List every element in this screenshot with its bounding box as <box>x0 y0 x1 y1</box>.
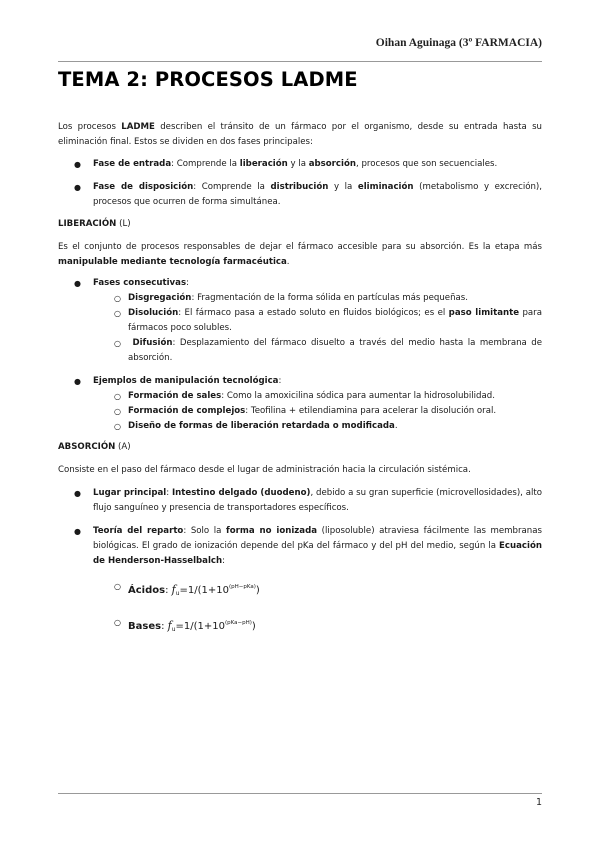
sub-list-item: ○ Formación de complejos: Teofilina + etilendiamina para acelerar la disolución oral. <box>114 406 497 416</box>
formula-acidos: ○ Ácidos: $f_u=1/(1+10^{(pH-pKa)})$ <box>114 582 260 597</box>
sub-list-item: ○ Disolución: El fármaco pasa a estado soluto en fluidos biológicos; es el paso limitante para fármacos poco solubles. <box>114 308 542 333</box>
page-title: TEMA 2: PROCESOS LADME <box>58 68 358 91</box>
list-item: ● Ejemplos de manipulación tecnológica: ○ Formación de sales: Como la amoxicilina sódica para aumentar la hidrosolubilidad. ○ Formación de complejos: Teofilina + etilendiamina para acelerar la disolución oral. ○ Diseño de formas de liberación retardada o modificada. <box>58 374 542 434</box>
list-item: ● Fase de disposición: Comprende la distribución y la eliminación (metabolismo y excreción), procesos que ocurren de forma simultánea. <box>74 182 542 207</box>
sub-list-item: ○ Disgregación: Fragmentación de la forma sólida en partículas más pequeñas. <box>114 293 468 303</box>
phases-list <box>58 157 542 210</box>
footer-divider <box>58 793 542 794</box>
section-heading-liberacion: LIBERACIÓN (L) <box>58 219 131 229</box>
sub-list-item: ○ Formación de sales: Como la amoxicilina sódica para aumentar la hidrosolubilidad. <box>114 391 495 401</box>
absorcion-list <box>58 486 542 640</box>
page-number: 1 <box>535 797 542 808</box>
list-item: ● Fases consecutivas: ○ Disgregación: Fragmentación de la forma sólida en partículas más pequeñas. ○ Disolución: El fármaco pasa a estado soluto en fluidos biológicos; es el paso limitante para fármacos poco solubles. ○ Difusión: Desplazamiento del fármaco disuelto a través del medio hasta la membrana de absorción. <box>58 276 542 366</box>
document-body <box>58 120 542 640</box>
sub-list-item: ○ Diseño de formas de liberación retardada o modificada. <box>114 421 398 431</box>
formulas-sublist <box>93 577 542 640</box>
absorcion-intro: Consiste en el paso del fármaco desde el lugar de administración hacia la circulación sistémica. <box>58 465 471 475</box>
section-heading-absorcion: ABSORCIÓN (A) <box>58 442 131 452</box>
liberacion-intro: Es el conjunto de procesos responsables de dejar el fármaco accesible para su absorción. Es la etapa más manipulable mediante tecnología farmacéutica. <box>58 242 542 267</box>
list-item: ● Lugar principal: Intestino delgado (duodeno), debido a su gran superficie (microvellosidades), alto flujo sanguíneo y presencia de transportadores específicos. <box>74 488 542 513</box>
liberacion-list <box>58 276 542 434</box>
header-author: Oihan Aguinaga (3º FARMACIA) <box>375 37 542 49</box>
list-item: ● Fase de entrada: Comprende la liberación y la absorción, procesos que son secuenciales. <box>74 159 498 169</box>
header-divider <box>58 61 542 62</box>
sub-list-item: ○ Difusión: Desplazamiento del fármaco disuelto a través del medio hasta la membrana de absorción. <box>114 338 543 363</box>
ejemplos-sublist <box>93 389 542 434</box>
intro-paragraph: Los procesos LADME describen el tránsito de un fármaco por el organismo, desde su entrada hasta su eliminación final. Estos se dividen en dos fases principales: <box>58 122 542 147</box>
fases-sublist <box>93 291 542 366</box>
formula-bases: ○ Bases: $f_u=1/(1+10^{(pKa-pH)})$ <box>114 618 256 633</box>
list-item: ● Teoría del reparto: Solo la forma no ionizada (liposoluble) atraviesa fácilmente las membranas biológicas. El grado de ionización depende del pKa del fármaco y del pH del medio, según la Ecuación de Henderson-Hasselbalch: ○ Ácidos: $f_u=1/(1+10^{(pH-pKa)})$ ○ Bases: $f_u=1/(1+10^{(pKa-pH)})$ <box>58 524 542 640</box>
